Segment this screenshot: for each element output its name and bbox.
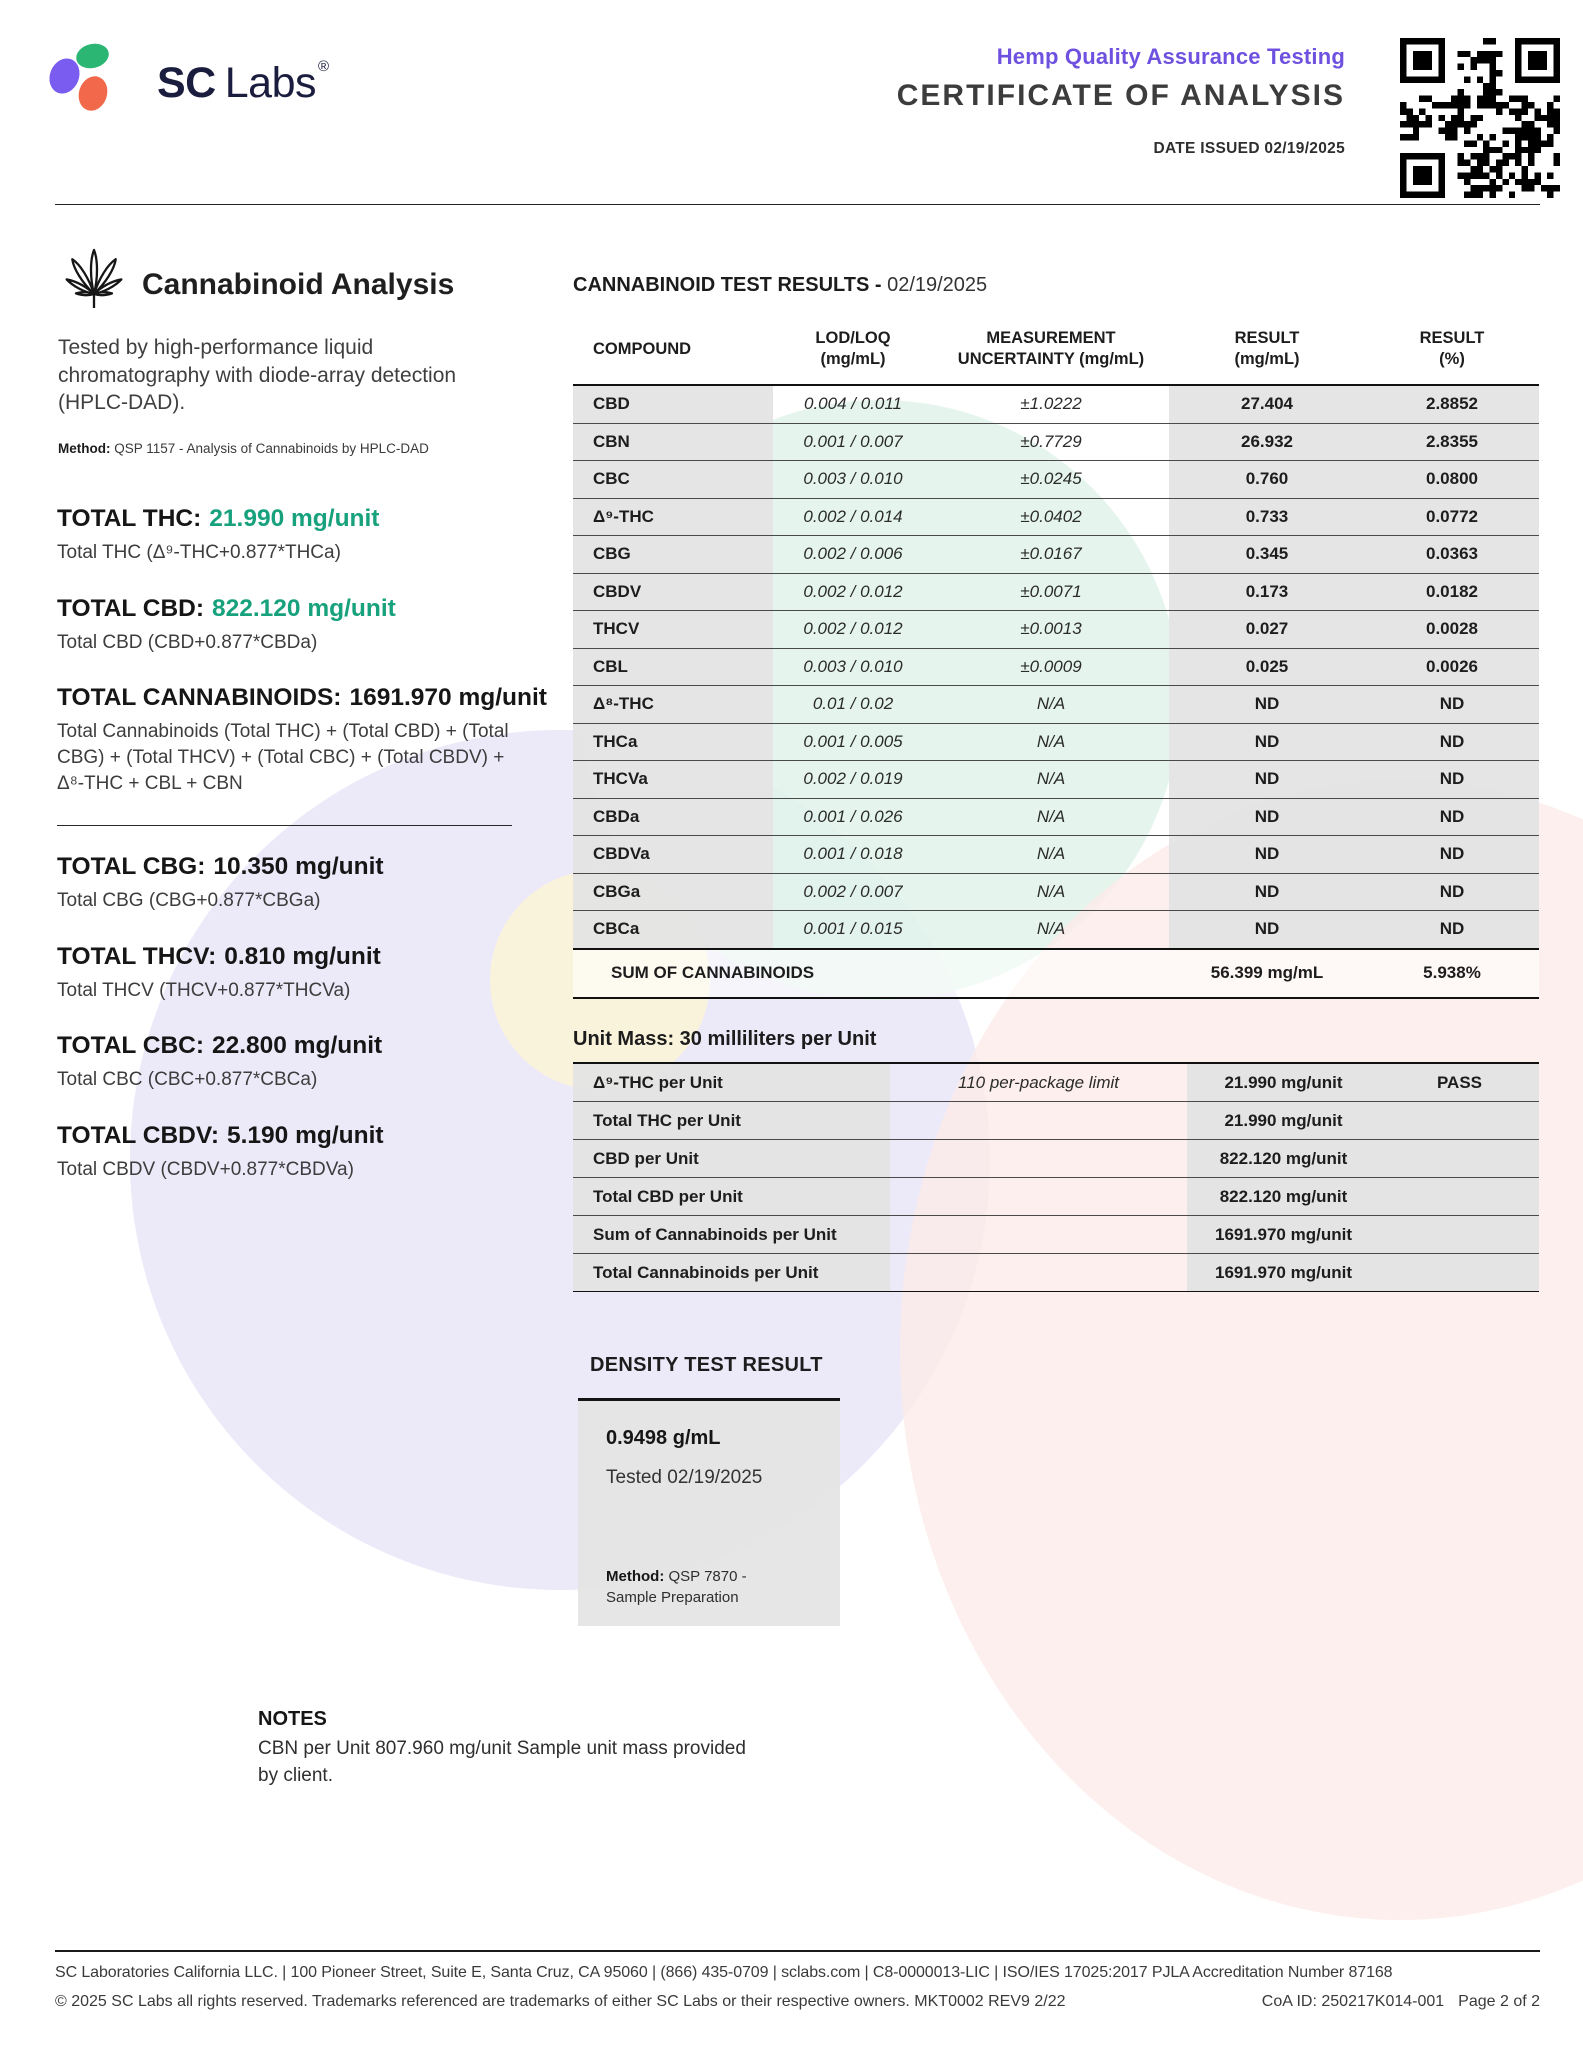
total-value: 0.810 mg/unit	[224, 942, 381, 970]
sum-of-cannabinoids-row: SUM OF CANNABINOIDS 56.399 mg/mL 5.938%	[573, 949, 1539, 998]
results-row: THCV 0.002 / 0.012 ±0.0013 0.027 0.0028	[573, 611, 1539, 649]
total-formula: Total CBDV (CBDV+0.877*CBDVa)	[57, 1159, 354, 1181]
total-cbg	[57, 853, 557, 914]
results-row: CBGa 0.002 / 0.007 N/A ND ND	[573, 873, 1539, 911]
program-title: Hemp Quality Assurance Testing	[996, 44, 1345, 69]
unit-mass-table	[573, 1062, 1539, 1292]
results-row: CBC 0.003 / 0.010 ±0.0245 0.760 0.0800	[573, 461, 1539, 499]
logo-petals-icon	[50, 40, 135, 125]
total-formula: Total CBD (CBD+0.877*CBDa)	[57, 631, 318, 653]
hemp-leaf-icon	[52, 246, 136, 330]
total-value: 5.190 mg/unit	[226, 1122, 384, 1150]
total-value: 822.120 mg/unit	[212, 594, 396, 622]
total-thc	[57, 505, 557, 566]
totals-divider	[57, 825, 512, 826]
notes-section	[258, 1708, 798, 1790]
footer-lab-info: SC Laboratories California LLC. | 100 Pioneer Street, Suite E, Santa Cruz, CA 95060 | (866) 435-0709 | sclabs.com | C8-0000013-LIC | ISO/IES 17025:2017 PJLA Accreditation Number 87168	[55, 1964, 1393, 1981]
sc-labs-logo	[50, 40, 329, 125]
results-title: CANNABINOID TEST RESULTS - 02/19/2025	[573, 274, 988, 296]
results-row: CBN 0.001 / 0.007 ±0.7729 26.932 2.8355	[573, 423, 1539, 461]
total-cbd	[57, 595, 557, 656]
density-tested-date: Tested 02/19/2025	[606, 1467, 763, 1488]
total-label: TOTAL CBG:	[57, 853, 206, 881]
total-label: TOTAL CANNABINOIDS:	[57, 684, 342, 712]
total-formula: Total CBC (CBC+0.877*CBCa)	[57, 1069, 318, 1091]
analysis-description: Tested by high-performance liquid chromatography with diode-array detection (HPLC-DAD).	[58, 336, 457, 415]
notes-heading: NOTES	[258, 1708, 327, 1730]
col-uncertainty: MEASUREMENT	[986, 329, 1116, 348]
analysis-method	[58, 441, 429, 456]
totals-summary	[57, 505, 557, 1212]
results-row: THCa 0.001 / 0.005 N/A ND ND	[573, 723, 1539, 761]
total-formula: Total Cannabinoids (Total THC) + (Total CBD) + (Total CBG) + (Total THCV) + (Total CBC) + (Total CBDV) + Δ⁸-THC + CBL + CBN	[57, 721, 509, 794]
petal-orange	[74, 73, 111, 115]
method-label: Method:	[58, 441, 111, 456]
certificate-title: CERTIFICATE OF ANALYSIS	[896, 79, 1345, 112]
total-value: 21.990 mg/unit	[209, 505, 380, 532]
col-result-pct: RESULT	[1419, 329, 1485, 348]
total-label: TOTAL CBC:	[57, 1032, 204, 1060]
total-cbdv	[57, 1122, 557, 1183]
col-result-mg: RESULT	[1234, 329, 1300, 348]
header-divider	[55, 204, 1540, 205]
col-lodloq: LOD/LOQ	[815, 329, 891, 348]
coa-id: CoA ID: 250217K014-001	[1261, 1993, 1445, 2010]
footer-legal	[55, 1993, 1540, 2011]
total-label: TOTAL THCV:	[57, 942, 217, 970]
col-compound: COMPOUND	[593, 339, 692, 358]
unit-mass-heading: Unit Mass: 30 milliliters per Unit	[573, 1028, 877, 1050]
page-number: Page 2 of 2	[1458, 1993, 1540, 2010]
brand-wordmark: SC Labs ®	[157, 57, 329, 107]
results-row: CBD 0.004 / 0.011 ±1.0222 27.404 2.8852	[573, 385, 1539, 423]
unit-row: Total THC per Unit 21.990 mg/unit	[573, 1102, 1539, 1140]
total-cannabinoids	[57, 684, 557, 796]
unit-row: Total Cannabinoids per Unit 1691.970 mg/unit	[573, 1254, 1539, 1292]
notes-text: CBN per Unit 807.960 mg/unit Sample unit mass provided by client.	[258, 1738, 746, 1786]
results-row: THCVa 0.002 / 0.019 N/A ND ND	[573, 761, 1539, 799]
results-row: CBDa 0.001 / 0.026 N/A ND ND	[573, 798, 1539, 836]
petal-green	[74, 40, 112, 71]
footer-copyright: © 2025 SC Labs all rights reserved. Trademarks referenced are trademarks of either SC Labs or their respective owners. MKT0002 REV9 2/22	[55, 1993, 1066, 2010]
total-value: 1691.970 mg/unit	[349, 684, 547, 712]
total-label: TOTAL CBDV:	[57, 1122, 219, 1150]
total-label: TOTAL THC:	[57, 505, 202, 532]
total-formula: Total THC (Δ⁹-THC+0.877*THCa)	[57, 542, 341, 563]
total-thcv	[57, 943, 557, 1004]
results-row: Δ⁸-THC 0.01 / 0.02 N/A ND ND	[573, 686, 1539, 724]
total-label: TOTAL CBD:	[57, 594, 204, 622]
total-value: 22.800 mg/unit	[212, 1032, 383, 1060]
results-row: CBG 0.002 / 0.006 ±0.0167 0.345 0.0363	[573, 536, 1539, 574]
unit-row: Total CBD per Unit 822.120 mg/unit	[573, 1178, 1539, 1216]
results-table-header: COMPOUND LOD/LOQ (mg/mL) MEASUREMENT UNCERTAINTY (mg/mL) RESULT (mg/mL) RESULT (%)	[573, 314, 1539, 385]
date-issued: DATE ISSUED 02/19/2025	[1153, 140, 1345, 157]
method-value: QSP 1157 - Analysis of Cannabinoids by HPLC-DAD	[114, 441, 429, 456]
cannabinoid-results-table	[573, 314, 1539, 999]
density-result-box	[578, 1398, 840, 1626]
results-row: CBL 0.003 / 0.010 ±0.0009 0.025 0.0026	[573, 648, 1539, 686]
results-row: CBDVa 0.001 / 0.018 N/A ND ND	[573, 836, 1539, 874]
density-test-heading: DENSITY TEST RESULT	[590, 1354, 823, 1376]
total-cbc	[57, 1032, 557, 1093]
total-value: 10.350 mg/unit	[213, 853, 384, 881]
results-row: CBDV 0.002 / 0.012 ±0.0071 0.173 0.0182	[573, 573, 1539, 611]
results-row: Δ⁹-THC 0.002 / 0.014 ±0.0402 0.733 0.0772	[573, 498, 1539, 536]
section-title-cannabinoid-analysis: Cannabinoid Analysis	[142, 268, 455, 301]
total-formula: Total THCV (THCV+0.877*THCVa)	[57, 979, 351, 1001]
footer-divider	[55, 1950, 1540, 1952]
qr-code	[1400, 38, 1560, 198]
unit-row: Δ⁹-THC per Unit 110 per-package limit 21.990 mg/unit PASS	[573, 1063, 1539, 1102]
density-method: Method: QSP 7870 - Sample Preparation	[606, 1568, 747, 1606]
unit-row: CBD per Unit 822.120 mg/unit	[573, 1140, 1539, 1178]
footer-coa-page	[1248, 1993, 1540, 2011]
pass-badge: PASS	[1380, 1063, 1539, 1102]
density-value: 0.9498 g/mL	[606, 1427, 721, 1449]
unit-row: Sum of Cannabinoids per Unit 1691.970 mg/unit	[573, 1216, 1539, 1254]
results-row: CBCa 0.001 / 0.015 N/A ND ND	[573, 911, 1539, 949]
total-formula: Total CBG (CBG+0.877*CBGa)	[57, 890, 321, 912]
header-titles	[705, 44, 1345, 158]
